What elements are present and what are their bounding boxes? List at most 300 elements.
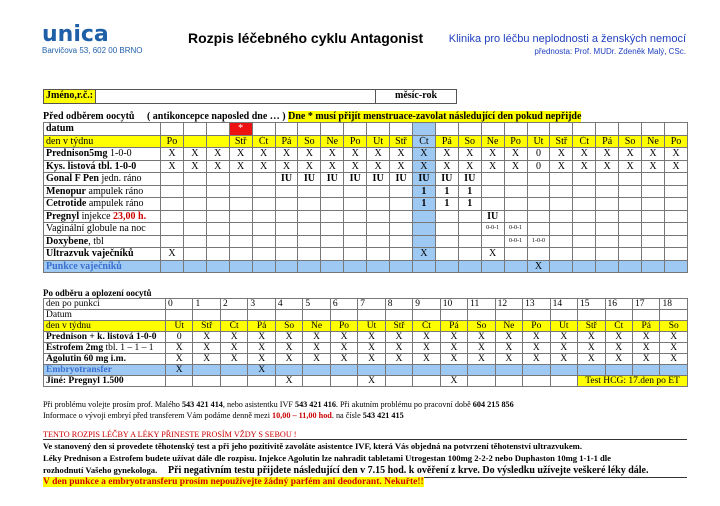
day-cell[interactable] [183, 173, 206, 186]
day-cell[interactable]: X [550, 343, 577, 354]
day-cell[interactable]: X [321, 148, 344, 161]
day-cell[interactable] [252, 185, 275, 198]
day-cell[interactable] [596, 210, 619, 223]
day-cell[interactable] [193, 376, 220, 387]
day-cell[interactable]: X [166, 343, 193, 354]
day-cell[interactable]: X [358, 332, 385, 343]
day-cell[interactable]: Ne [321, 135, 344, 148]
day-cell[interactable] [321, 198, 344, 211]
day-cell[interactable] [527, 123, 550, 136]
day-cell[interactable]: X [330, 343, 357, 354]
day-cell[interactable] [321, 248, 344, 261]
day-cell[interactable]: 10 [440, 299, 467, 310]
day-cell[interactable] [504, 173, 527, 186]
day-cell[interactable] [413, 310, 440, 321]
day-cell[interactable]: 18 [660, 299, 688, 310]
day-cell[interactable] [298, 185, 321, 198]
day-cell[interactable]: X [495, 332, 522, 343]
day-cell[interactable] [550, 365, 577, 376]
day-cell[interactable] [413, 365, 440, 376]
day-cell[interactable] [596, 260, 619, 273]
day-cell[interactable]: Pá [632, 321, 659, 332]
day-cell[interactable] [321, 235, 344, 248]
day-cell[interactable]: IU [275, 173, 298, 186]
day-cell[interactable] [573, 260, 596, 273]
day-cell[interactable] [440, 310, 467, 321]
day-cell[interactable] [275, 235, 298, 248]
day-cell[interactable] [527, 198, 550, 211]
day-cell[interactable]: X [632, 354, 659, 365]
day-cell[interactable]: X [206, 160, 229, 173]
day-cell[interactable]: 17 [632, 299, 659, 310]
day-cell[interactable]: X [523, 332, 550, 343]
day-cell[interactable]: X [193, 354, 220, 365]
day-cell[interactable]: X [358, 354, 385, 365]
day-cell[interactable]: Čt [605, 321, 632, 332]
day-cell[interactable]: 1 [458, 198, 481, 211]
day-cell[interactable] [252, 210, 275, 223]
day-cell[interactable]: Ne [642, 135, 665, 148]
day-cell[interactable] [523, 310, 550, 321]
day-cell[interactable]: X [504, 148, 527, 161]
day-cell[interactable] [458, 235, 481, 248]
day-cell[interactable] [481, 260, 504, 273]
day-cell[interactable] [527, 248, 550, 261]
day-cell[interactable] [385, 310, 412, 321]
day-cell[interactable] [206, 223, 229, 236]
day-cell[interactable] [367, 198, 390, 211]
day-cell[interactable] [495, 376, 522, 387]
day-cell[interactable] [183, 210, 206, 223]
day-cell[interactable]: X [573, 148, 596, 161]
day-cell[interactable] [390, 123, 413, 136]
day-cell[interactable]: Stř [550, 135, 573, 148]
day-cell[interactable]: X [440, 376, 467, 387]
day-cell[interactable] [367, 235, 390, 248]
day-cell[interactable] [367, 260, 390, 273]
day-cell[interactable]: X [220, 343, 247, 354]
day-cell[interactable] [385, 365, 412, 376]
day-cell[interactable] [412, 260, 435, 273]
day-cell[interactable] [605, 365, 632, 376]
day-cell[interactable]: 13 [523, 299, 550, 310]
day-cell[interactable] [550, 248, 573, 261]
day-cell[interactable]: X [275, 148, 298, 161]
day-cell[interactable] [275, 210, 298, 223]
day-cell[interactable] [495, 310, 522, 321]
day-cell[interactable]: X [206, 148, 229, 161]
day-cell[interactable]: X [481, 148, 504, 161]
day-cell[interactable] [220, 376, 247, 387]
day-cell[interactable]: 1 [458, 185, 481, 198]
day-cell[interactable] [367, 248, 390, 261]
day-cell[interactable]: X [298, 160, 321, 173]
day-cell[interactable] [573, 185, 596, 198]
day-cell[interactable] [664, 248, 687, 261]
day-cell[interactable]: Pá [596, 135, 619, 148]
day-cell[interactable] [220, 310, 247, 321]
day-cell[interactable] [298, 210, 321, 223]
day-cell[interactable] [229, 198, 252, 211]
day-cell[interactable] [358, 365, 385, 376]
day-cell[interactable] [435, 123, 458, 136]
day-cell[interactable]: 0 [527, 148, 550, 161]
day-cell[interactable]: X [440, 354, 467, 365]
day-cell[interactable] [344, 185, 367, 198]
day-cell[interactable]: X [321, 160, 344, 173]
day-cell[interactable]: X [481, 248, 504, 261]
day-cell[interactable] [605, 310, 632, 321]
day-cell[interactable]: X [183, 160, 206, 173]
day-cell[interactable]: X [412, 248, 435, 261]
day-cell[interactable]: X [275, 354, 302, 365]
day-cell[interactable] [275, 310, 302, 321]
day-cell[interactable]: X [229, 160, 252, 173]
day-cell[interactable]: X [468, 332, 495, 343]
day-cell[interactable] [206, 210, 229, 223]
day-cell[interactable]: Ne [481, 135, 504, 148]
day-cell[interactable]: * [229, 123, 252, 136]
day-cell[interactable] [660, 310, 688, 321]
day-cell[interactable] [468, 376, 495, 387]
day-cell[interactable]: X [330, 332, 357, 343]
day-cell[interactable]: X [390, 148, 413, 161]
day-cell[interactable] [550, 235, 573, 248]
day-cell[interactable] [642, 248, 665, 261]
day-cell[interactable] [161, 260, 184, 273]
day-cell[interactable]: 1 [193, 299, 220, 310]
day-cell[interactable] [481, 235, 504, 248]
day-cell[interactable]: 1 [412, 198, 435, 211]
day-cell[interactable]: X [193, 332, 220, 343]
day-cell[interactable]: 6 [330, 299, 357, 310]
day-cell[interactable]: Po [161, 135, 184, 148]
day-cell[interactable] [550, 376, 577, 387]
day-cell[interactable]: X [275, 160, 298, 173]
day-cell[interactable] [664, 223, 687, 236]
day-cell[interactable] [504, 185, 527, 198]
day-cell[interactable] [248, 376, 275, 387]
day-cell[interactable] [206, 173, 229, 186]
day-cell[interactable] [632, 365, 659, 376]
day-cell[interactable]: 4 [275, 299, 302, 310]
day-cell[interactable] [550, 198, 573, 211]
day-cell[interactable] [166, 310, 193, 321]
day-cell[interactable]: X [248, 343, 275, 354]
day-cell[interactable]: X [642, 160, 665, 173]
day-cell[interactable] [642, 260, 665, 273]
day-cell[interactable]: X [550, 332, 577, 343]
day-cell[interactable] [161, 173, 184, 186]
day-cell[interactable] [619, 248, 642, 261]
day-cell[interactable]: So [468, 321, 495, 332]
day-cell[interactable] [527, 185, 550, 198]
day-cell[interactable]: Stř [578, 321, 605, 332]
day-cell[interactable]: X [413, 332, 440, 343]
day-cell[interactable] [440, 365, 467, 376]
day-cell[interactable] [578, 365, 605, 376]
day-cell[interactable] [206, 198, 229, 211]
day-cell[interactable]: Stř [390, 135, 413, 148]
day-cell[interactable] [550, 223, 573, 236]
day-cell[interactable]: X [495, 343, 522, 354]
day-cell[interactable]: 14 [550, 299, 577, 310]
day-cell[interactable] [248, 310, 275, 321]
day-cell[interactable]: Pá [248, 321, 275, 332]
day-cell[interactable] [664, 173, 687, 186]
day-cell[interactable]: 12 [495, 299, 522, 310]
day-cell[interactable] [619, 223, 642, 236]
day-cell[interactable] [330, 376, 357, 387]
day-cell[interactable] [550, 123, 573, 136]
day-cell[interactable] [321, 123, 344, 136]
day-cell[interactable]: 11 [468, 299, 495, 310]
day-cell[interactable]: X [344, 148, 367, 161]
day-cell[interactable] [220, 365, 247, 376]
day-cell[interactable] [193, 310, 220, 321]
day-cell[interactable] [523, 376, 550, 387]
day-cell[interactable]: IU [390, 173, 413, 186]
day-cell[interactable] [344, 210, 367, 223]
day-cell[interactable] [619, 235, 642, 248]
day-cell[interactable]: 0 [527, 160, 550, 173]
day-cell[interactable]: 7 [358, 299, 385, 310]
day-cell[interactable]: X [458, 160, 481, 173]
day-cell[interactable] [642, 210, 665, 223]
day-cell[interactable] [367, 123, 390, 136]
day-cell[interactable] [596, 235, 619, 248]
day-cell[interactable]: X [550, 148, 573, 161]
day-cell[interactable] [458, 260, 481, 273]
day-cell[interactable] [664, 123, 687, 136]
day-cell[interactable]: X [412, 160, 435, 173]
day-cell[interactable] [183, 223, 206, 236]
day-cell[interactable]: X [298, 148, 321, 161]
day-cell[interactable]: Ne [303, 321, 330, 332]
day-cell[interactable] [275, 185, 298, 198]
day-cell[interactable]: X [161, 148, 184, 161]
day-cell[interactable] [596, 173, 619, 186]
day-cell[interactable] [161, 123, 184, 136]
day-cell[interactable]: X [358, 343, 385, 354]
day-cell[interactable] [642, 198, 665, 211]
day-cell[interactable] [206, 235, 229, 248]
day-cell[interactable]: X [412, 148, 435, 161]
day-cell[interactable]: IU [344, 173, 367, 186]
day-cell[interactable] [183, 198, 206, 211]
day-cell[interactable]: 2 [220, 299, 247, 310]
day-cell[interactable] [161, 210, 184, 223]
day-cell[interactable] [367, 210, 390, 223]
day-cell[interactable]: X [183, 148, 206, 161]
day-cell[interactable] [596, 223, 619, 236]
day-cell[interactable] [229, 185, 252, 198]
day-cell[interactable]: X [275, 343, 302, 354]
day-cell[interactable] [435, 223, 458, 236]
day-cell[interactable] [413, 376, 440, 387]
day-cell[interactable] [275, 260, 298, 273]
day-cell[interactable] [344, 235, 367, 248]
day-cell[interactable]: Po [664, 135, 687, 148]
day-cell[interactable] [619, 210, 642, 223]
day-cell[interactable] [252, 198, 275, 211]
day-cell[interactable]: IU [412, 173, 435, 186]
day-cell[interactable]: X [344, 160, 367, 173]
day-cell[interactable] [504, 248, 527, 261]
day-cell[interactable]: 9 [413, 299, 440, 310]
day-cell[interactable] [298, 248, 321, 261]
day-cell[interactable] [481, 123, 504, 136]
day-cell[interactable]: Čt [252, 135, 275, 148]
day-cell[interactable]: X [573, 160, 596, 173]
day-cell[interactable] [183, 123, 206, 136]
day-cell[interactable] [660, 365, 688, 376]
day-cell[interactable]: X [660, 332, 688, 343]
day-cell[interactable]: X [303, 343, 330, 354]
day-cell[interactable]: X [413, 343, 440, 354]
day-cell[interactable] [298, 223, 321, 236]
name-field[interactable] [96, 90, 376, 103]
day-cell[interactable] [550, 310, 577, 321]
day-cell[interactable]: X [440, 332, 467, 343]
day-cell[interactable] [596, 185, 619, 198]
day-cell[interactable]: X [161, 160, 184, 173]
day-cell[interactable]: Stř [193, 321, 220, 332]
day-cell[interactable] [252, 123, 275, 136]
day-cell[interactable] [275, 223, 298, 236]
day-cell[interactable]: IU [481, 210, 504, 223]
day-cell[interactable] [481, 185, 504, 198]
day-cell[interactable] [412, 223, 435, 236]
day-cell[interactable] [252, 235, 275, 248]
day-cell[interactable]: So [458, 135, 481, 148]
day-cell[interactable] [303, 376, 330, 387]
day-cell[interactable]: X [413, 354, 440, 365]
day-cell[interactable]: X [660, 354, 688, 365]
day-cell[interactable] [252, 260, 275, 273]
day-cell[interactable] [481, 198, 504, 211]
day-cell[interactable]: X [495, 354, 522, 365]
day-cell[interactable] [523, 365, 550, 376]
day-cell[interactable]: X [435, 160, 458, 173]
day-cell[interactable] [183, 260, 206, 273]
day-cell[interactable] [367, 223, 390, 236]
day-cell[interactable] [642, 185, 665, 198]
day-cell[interactable] [390, 185, 413, 198]
day-cell[interactable] [458, 210, 481, 223]
day-cell[interactable] [385, 376, 412, 387]
day-cell[interactable] [619, 173, 642, 186]
day-cell[interactable]: X [367, 148, 390, 161]
day-cell[interactable] [303, 310, 330, 321]
day-cell[interactable] [573, 198, 596, 211]
day-cell[interactable] [183, 248, 206, 261]
day-cell[interactable]: Út [166, 321, 193, 332]
day-cell[interactable]: X [220, 354, 247, 365]
day-cell[interactable]: X [642, 148, 665, 161]
day-cell[interactable] [573, 223, 596, 236]
day-cell[interactable] [619, 123, 642, 136]
day-cell[interactable] [321, 260, 344, 273]
day-cell[interactable]: X [385, 343, 412, 354]
day-cell[interactable]: X [605, 354, 632, 365]
day-cell[interactable]: Út [527, 135, 550, 148]
day-cell[interactable] [229, 223, 252, 236]
day-cell[interactable]: IU [367, 173, 390, 186]
day-cell[interactable] [161, 235, 184, 248]
day-cell[interactable] [412, 123, 435, 136]
day-cell[interactable] [206, 123, 229, 136]
day-cell[interactable] [183, 185, 206, 198]
day-cell[interactable]: X [632, 343, 659, 354]
day-cell[interactable]: 1 [435, 198, 458, 211]
day-cell[interactable] [435, 260, 458, 273]
day-cell[interactable]: Po [504, 135, 527, 148]
day-cell[interactable]: Po [344, 135, 367, 148]
day-cell[interactable] [481, 173, 504, 186]
day-cell[interactable] [229, 248, 252, 261]
day-cell[interactable] [206, 135, 229, 148]
day-cell[interactable] [252, 248, 275, 261]
day-cell[interactable] [193, 365, 220, 376]
day-cell[interactable]: X [523, 343, 550, 354]
day-cell[interactable] [303, 365, 330, 376]
day-cell[interactable] [642, 123, 665, 136]
day-cell[interactable] [298, 235, 321, 248]
day-cell[interactable]: So [660, 321, 688, 332]
day-cell[interactable]: X [229, 148, 252, 161]
day-cell[interactable] [275, 248, 298, 261]
day-cell[interactable]: So [275, 321, 302, 332]
day-cell[interactable]: Po [330, 321, 357, 332]
day-cell[interactable]: X [330, 354, 357, 365]
day-cell[interactable] [619, 198, 642, 211]
day-cell[interactable] [596, 123, 619, 136]
day-cell[interactable] [183, 235, 206, 248]
day-cell[interactable] [504, 198, 527, 211]
day-cell[interactable]: 0 [166, 299, 193, 310]
day-cell[interactable]: Pá [440, 321, 467, 332]
day-cell[interactable] [596, 248, 619, 261]
day-cell[interactable]: X [161, 248, 184, 261]
day-cell[interactable]: X [390, 160, 413, 173]
day-cell[interactable]: X [550, 160, 573, 173]
day-cell[interactable] [527, 173, 550, 186]
day-cell[interactable] [330, 310, 357, 321]
day-cell[interactable] [573, 248, 596, 261]
day-cell[interactable] [206, 260, 229, 273]
day-cell[interactable] [573, 235, 596, 248]
day-cell[interactable]: 16 [605, 299, 632, 310]
day-cell[interactable] [412, 235, 435, 248]
day-cell[interactable]: X [252, 148, 275, 161]
day-cell[interactable] [330, 365, 357, 376]
day-cell[interactable] [367, 185, 390, 198]
day-cell[interactable]: Čt [413, 321, 440, 332]
day-cell[interactable]: X [358, 376, 385, 387]
day-cell[interactable]: X [248, 365, 275, 376]
day-cell[interactable]: Stř [229, 135, 252, 148]
day-cell[interactable]: X [504, 160, 527, 173]
day-cell[interactable] [390, 235, 413, 248]
day-cell[interactable] [435, 210, 458, 223]
day-cell[interactable]: Ne [495, 321, 522, 332]
day-cell[interactable] [252, 223, 275, 236]
day-cell[interactable]: X [193, 343, 220, 354]
day-cell[interactable]: X [605, 343, 632, 354]
day-cell[interactable]: 3 [248, 299, 275, 310]
day-cell[interactable]: X [435, 148, 458, 161]
